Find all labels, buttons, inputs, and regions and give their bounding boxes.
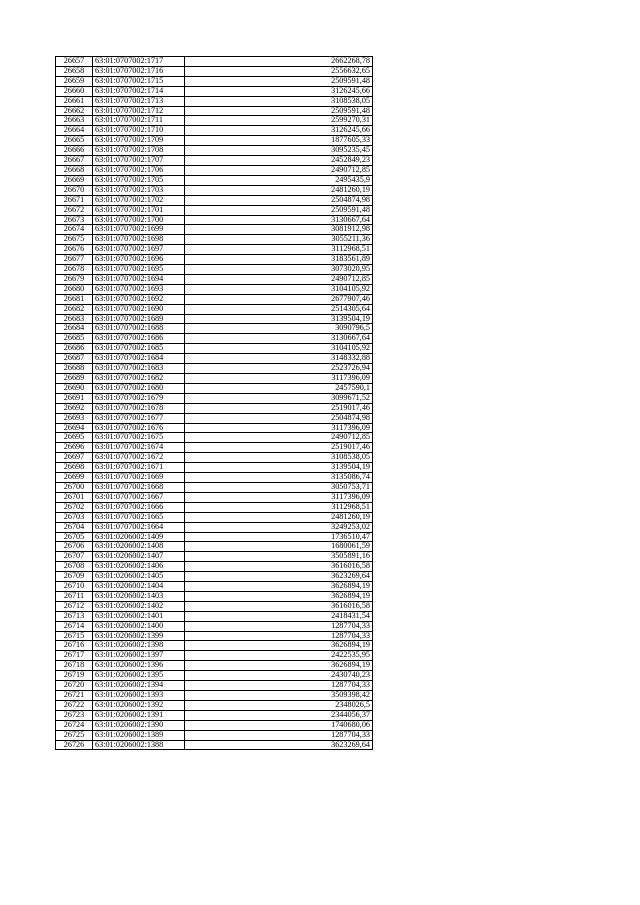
value-cell: 1680061,59 bbox=[185, 542, 373, 552]
table-row bbox=[56, 492, 373, 502]
value-cell: 2481260,19 bbox=[185, 185, 373, 195]
cadastral-number-cell: 63:01:0707002:1680 bbox=[93, 383, 185, 393]
table-row bbox=[56, 205, 373, 215]
table-row bbox=[56, 314, 373, 324]
row-number-cell: 26670 bbox=[56, 185, 93, 195]
table-row bbox=[56, 393, 373, 403]
table-row bbox=[56, 700, 373, 710]
value-cell: 2490712,85 bbox=[185, 433, 373, 443]
table-row bbox=[56, 621, 373, 631]
data-table bbox=[55, 56, 373, 750]
table-row bbox=[56, 601, 373, 611]
row-number-cell: 26696 bbox=[56, 443, 93, 453]
row-number-cell: 26662 bbox=[56, 106, 93, 116]
table-body bbox=[56, 57, 373, 750]
cadastral-number-cell: 63:01:0206002:1395 bbox=[93, 671, 185, 681]
value-cell: 3505891,16 bbox=[185, 552, 373, 562]
row-number-cell: 26716 bbox=[56, 641, 93, 651]
table-row bbox=[56, 96, 373, 106]
cadastral-number-cell: 63:01:0707002:1698 bbox=[93, 235, 185, 245]
value-cell: 3139504,19 bbox=[185, 463, 373, 473]
row-number-cell: 26691 bbox=[56, 393, 93, 403]
row-number-cell: 26697 bbox=[56, 453, 93, 463]
cadastral-number-cell: 63:01:0707002:1668 bbox=[93, 482, 185, 492]
value-cell: 2457590,1 bbox=[185, 383, 373, 393]
value-cell: 2662268,78 bbox=[185, 57, 373, 67]
cadastral-number-cell: 63:01:0707002:1677 bbox=[93, 413, 185, 423]
table-row bbox=[56, 294, 373, 304]
table-row bbox=[56, 710, 373, 720]
table-row bbox=[56, 195, 373, 205]
table-row bbox=[56, 185, 373, 195]
value-cell: 2490712,85 bbox=[185, 165, 373, 175]
value-cell: 3126245,66 bbox=[185, 126, 373, 136]
cadastral-number-cell: 63:01:0206002:1404 bbox=[93, 582, 185, 592]
row-number-cell: 26714 bbox=[56, 621, 93, 631]
row-number-cell: 26685 bbox=[56, 334, 93, 344]
value-cell: 3626894,19 bbox=[185, 641, 373, 651]
row-number-cell: 26704 bbox=[56, 522, 93, 532]
row-number-cell: 26718 bbox=[56, 661, 93, 671]
table-row bbox=[56, 334, 373, 344]
cadastral-number-cell: 63:01:0206002:1388 bbox=[93, 740, 185, 750]
cadastral-number-cell: 63:01:0707002:1694 bbox=[93, 274, 185, 284]
cadastral-number-cell: 63:01:0206002:1394 bbox=[93, 681, 185, 691]
row-number-cell: 26664 bbox=[56, 126, 93, 136]
row-number-cell: 26693 bbox=[56, 413, 93, 423]
row-number-cell: 26684 bbox=[56, 324, 93, 334]
table-row bbox=[56, 57, 373, 67]
row-number-cell: 26682 bbox=[56, 304, 93, 314]
table-row bbox=[56, 532, 373, 542]
table-row bbox=[56, 76, 373, 86]
cadastral-number-cell: 63:01:0206002:1408 bbox=[93, 542, 185, 552]
row-number-cell: 26663 bbox=[56, 116, 93, 126]
cadastral-number-cell: 63:01:0206002:1399 bbox=[93, 631, 185, 641]
value-cell: 2519017,46 bbox=[185, 403, 373, 413]
cadastral-number-cell: 63:01:0206002:1400 bbox=[93, 621, 185, 631]
table-row bbox=[56, 215, 373, 225]
table-row bbox=[56, 651, 373, 661]
cadastral-number-cell: 63:01:0206002:1390 bbox=[93, 720, 185, 730]
value-cell: 3090796,5 bbox=[185, 324, 373, 334]
value-cell: 1740680,06 bbox=[185, 720, 373, 730]
value-cell: 2509591,48 bbox=[185, 205, 373, 215]
cadastral-number-cell: 63:01:0707002:1716 bbox=[93, 66, 185, 76]
value-cell: 3183561,89 bbox=[185, 255, 373, 265]
table-row bbox=[56, 562, 373, 572]
row-number-cell: 26713 bbox=[56, 611, 93, 621]
cadastral-number-cell: 63:01:0707002:1708 bbox=[93, 146, 185, 156]
value-cell: 3626894,19 bbox=[185, 582, 373, 592]
row-number-cell: 26667 bbox=[56, 156, 93, 166]
row-number-cell: 26712 bbox=[56, 601, 93, 611]
table-row bbox=[56, 473, 373, 483]
table-row bbox=[56, 383, 373, 393]
row-number-cell: 26721 bbox=[56, 691, 93, 701]
table-row bbox=[56, 413, 373, 423]
cadastral-number-cell: 63:01:0707002:1674 bbox=[93, 443, 185, 453]
value-cell: 3616016,58 bbox=[185, 601, 373, 611]
row-number-cell: 26719 bbox=[56, 671, 93, 681]
cadastral-number-cell: 63:01:0707002:1684 bbox=[93, 354, 185, 364]
row-number-cell: 26681 bbox=[56, 294, 93, 304]
value-cell: 1287704,33 bbox=[185, 621, 373, 631]
row-number-cell: 26700 bbox=[56, 482, 93, 492]
table-row bbox=[56, 552, 373, 562]
cadastral-number-cell: 63:01:0707002:1690 bbox=[93, 304, 185, 314]
value-cell: 2523726,94 bbox=[185, 364, 373, 374]
row-number-cell: 26690 bbox=[56, 383, 93, 393]
cadastral-number-cell: 63:01:0206002:1406 bbox=[93, 562, 185, 572]
table-row bbox=[56, 165, 373, 175]
row-number-cell: 26660 bbox=[56, 86, 93, 96]
table-row bbox=[56, 245, 373, 255]
row-number-cell: 26677 bbox=[56, 255, 93, 265]
value-cell: 3104105,92 bbox=[185, 284, 373, 294]
table-row bbox=[56, 86, 373, 96]
table-row bbox=[56, 284, 373, 294]
cadastral-number-cell: 63:01:0707002:1717 bbox=[93, 57, 185, 67]
row-number-cell: 26689 bbox=[56, 374, 93, 384]
table-row bbox=[56, 740, 373, 750]
row-number-cell: 26666 bbox=[56, 146, 93, 156]
cadastral-number-cell: 63:01:0707002:1678 bbox=[93, 403, 185, 413]
value-cell: 2514305,64 bbox=[185, 304, 373, 314]
cadastral-number-cell: 63:01:0707002:1709 bbox=[93, 136, 185, 146]
row-number-cell: 26665 bbox=[56, 136, 93, 146]
table-row bbox=[56, 502, 373, 512]
table-row bbox=[56, 136, 373, 146]
cadastral-number-cell: 63:01:0707002:1679 bbox=[93, 393, 185, 403]
cadastral-number-cell: 63:01:0707002:1666 bbox=[93, 502, 185, 512]
cadastral-number-cell: 63:01:0707002:1676 bbox=[93, 423, 185, 433]
table-row bbox=[56, 274, 373, 284]
cadastral-number-cell: 63:01:0206002:1403 bbox=[93, 591, 185, 601]
value-cell: 3117396,09 bbox=[185, 492, 373, 502]
cadastral-number-cell: 63:01:0707002:1692 bbox=[93, 294, 185, 304]
table-row bbox=[56, 542, 373, 552]
table-row bbox=[56, 631, 373, 641]
value-cell: 3099671,52 bbox=[185, 393, 373, 403]
row-number-cell: 26692 bbox=[56, 403, 93, 413]
row-number-cell: 26699 bbox=[56, 473, 93, 483]
cadastral-number-cell: 63:01:0707002:1710 bbox=[93, 126, 185, 136]
cadastral-number-cell: 63:01:0206002:1397 bbox=[93, 651, 185, 661]
table-row bbox=[56, 720, 373, 730]
table-row bbox=[56, 730, 373, 740]
cadastral-number-cell: 63:01:0707002:1675 bbox=[93, 433, 185, 443]
value-cell: 2430740,23 bbox=[185, 671, 373, 681]
row-number-cell: 26711 bbox=[56, 591, 93, 601]
row-number-cell: 26669 bbox=[56, 175, 93, 185]
table-row bbox=[56, 641, 373, 651]
row-number-cell: 26709 bbox=[56, 572, 93, 582]
cadastral-number-cell: 63:01:0707002:1696 bbox=[93, 255, 185, 265]
row-number-cell: 26698 bbox=[56, 463, 93, 473]
table-row bbox=[56, 106, 373, 116]
cadastral-number-cell: 63:01:0707002:1707 bbox=[93, 156, 185, 166]
value-cell: 1736510,47 bbox=[185, 532, 373, 542]
value-cell: 3130667,64 bbox=[185, 215, 373, 225]
row-number-cell: 26676 bbox=[56, 245, 93, 255]
value-cell: 2481260,19 bbox=[185, 512, 373, 522]
table-row bbox=[56, 175, 373, 185]
value-cell: 3112968,51 bbox=[185, 502, 373, 512]
value-cell: 3081912,98 bbox=[185, 225, 373, 235]
row-number-cell: 26706 bbox=[56, 542, 93, 552]
value-cell: 2677907,46 bbox=[185, 294, 373, 304]
row-number-cell: 26715 bbox=[56, 631, 93, 641]
value-cell: 2344056,37 bbox=[185, 710, 373, 720]
value-cell: 3104105,92 bbox=[185, 344, 373, 354]
value-cell: 2495435,9 bbox=[185, 175, 373, 185]
table-row bbox=[56, 374, 373, 384]
cadastral-number-cell: 63:01:0707002:1671 bbox=[93, 463, 185, 473]
value-cell: 2418431,54 bbox=[185, 611, 373, 621]
table-row bbox=[56, 235, 373, 245]
value-cell: 3135086,74 bbox=[185, 473, 373, 483]
row-number-cell: 26673 bbox=[56, 215, 93, 225]
table-row bbox=[56, 66, 373, 76]
value-cell: 2556632,65 bbox=[185, 66, 373, 76]
table-row bbox=[56, 265, 373, 275]
table-row bbox=[56, 403, 373, 413]
table-row bbox=[56, 661, 373, 671]
row-number-cell: 26725 bbox=[56, 730, 93, 740]
row-number-cell: 26661 bbox=[56, 96, 93, 106]
value-cell: 3623269,64 bbox=[185, 740, 373, 750]
value-cell: 2504874,98 bbox=[185, 413, 373, 423]
row-number-cell: 26659 bbox=[56, 76, 93, 86]
cadastral-number-cell: 63:01:0206002:1396 bbox=[93, 661, 185, 671]
row-number-cell: 26680 bbox=[56, 284, 93, 294]
row-number-cell: 26694 bbox=[56, 423, 93, 433]
row-number-cell: 26723 bbox=[56, 710, 93, 720]
table-row bbox=[56, 156, 373, 166]
cadastral-number-cell: 63:01:0707002:1714 bbox=[93, 86, 185, 96]
cadastral-number-cell: 63:01:0206002:1398 bbox=[93, 641, 185, 651]
cadastral-number-cell: 63:01:0707002:1693 bbox=[93, 284, 185, 294]
table-row bbox=[56, 582, 373, 592]
value-cell: 2599270,31 bbox=[185, 116, 373, 126]
table-row bbox=[56, 126, 373, 136]
value-cell: 1287704,33 bbox=[185, 730, 373, 740]
table-row bbox=[56, 304, 373, 314]
value-cell: 3126245,66 bbox=[185, 86, 373, 96]
row-number-cell: 26672 bbox=[56, 205, 93, 215]
value-cell: 3095235,45 bbox=[185, 146, 373, 156]
row-number-cell: 26708 bbox=[56, 562, 93, 572]
cadastral-number-cell: 63:01:0707002:1664 bbox=[93, 522, 185, 532]
cadastral-number-cell: 63:01:0707002:1702 bbox=[93, 195, 185, 205]
cadastral-number-cell: 63:01:0206002:1391 bbox=[93, 710, 185, 720]
value-cell: 3117396,09 bbox=[185, 423, 373, 433]
row-number-cell: 26687 bbox=[56, 354, 93, 364]
cadastral-number-cell: 63:01:0707002:1715 bbox=[93, 76, 185, 86]
value-cell: 3112968,51 bbox=[185, 245, 373, 255]
table-row bbox=[56, 522, 373, 532]
cadastral-number-cell: 63:01:0707002:1683 bbox=[93, 364, 185, 374]
cadastral-number-cell: 63:01:0707002:1713 bbox=[93, 96, 185, 106]
row-number-cell: 26707 bbox=[56, 552, 93, 562]
table-row bbox=[56, 591, 373, 601]
value-cell: 2452849,23 bbox=[185, 156, 373, 166]
value-cell: 2348026,5 bbox=[185, 700, 373, 710]
table-row bbox=[56, 671, 373, 681]
cadastral-number-cell: 63:01:0707002:1665 bbox=[93, 512, 185, 522]
row-number-cell: 26668 bbox=[56, 165, 93, 175]
cadastral-number-cell: 63:01:0206002:1407 bbox=[93, 552, 185, 562]
cadastral-number-cell: 63:01:0707002:1712 bbox=[93, 106, 185, 116]
cadastral-number-cell: 63:01:0206002:1389 bbox=[93, 730, 185, 740]
row-number-cell: 26720 bbox=[56, 681, 93, 691]
value-cell: 3073020,95 bbox=[185, 265, 373, 275]
value-cell: 3626894,19 bbox=[185, 661, 373, 671]
row-number-cell: 26705 bbox=[56, 532, 93, 542]
row-number-cell: 26688 bbox=[56, 364, 93, 374]
cadastral-number-cell: 63:01:0707002:1672 bbox=[93, 453, 185, 463]
value-cell: 3249253,02 bbox=[185, 522, 373, 532]
table-row bbox=[56, 433, 373, 443]
row-number-cell: 26717 bbox=[56, 651, 93, 661]
cadastral-number-cell: 63:01:0707002:1699 bbox=[93, 225, 185, 235]
value-cell: 2422535,95 bbox=[185, 651, 373, 661]
table-row bbox=[56, 453, 373, 463]
table-row bbox=[56, 423, 373, 433]
value-cell: 1877605,33 bbox=[185, 136, 373, 146]
value-cell: 3148332,88 bbox=[185, 354, 373, 364]
table-row bbox=[56, 611, 373, 621]
cadastral-number-cell: 63:01:0707002:1689 bbox=[93, 314, 185, 324]
row-number-cell: 26674 bbox=[56, 225, 93, 235]
table-row bbox=[56, 572, 373, 582]
table-row bbox=[56, 344, 373, 354]
value-cell: 3050753,71 bbox=[185, 482, 373, 492]
row-number-cell: 26675 bbox=[56, 235, 93, 245]
cadastral-number-cell: 63:01:0206002:1393 bbox=[93, 691, 185, 701]
cadastral-number-cell: 63:01:0707002:1688 bbox=[93, 324, 185, 334]
row-number-cell: 26703 bbox=[56, 512, 93, 522]
table-row bbox=[56, 463, 373, 473]
cadastral-number-cell: 63:01:0707002:1682 bbox=[93, 374, 185, 384]
cadastral-number-cell: 63:01:0707002:1711 bbox=[93, 116, 185, 126]
value-cell: 2504874,98 bbox=[185, 195, 373, 205]
value-cell: 2509591,48 bbox=[185, 76, 373, 86]
value-cell: 1287704,33 bbox=[185, 631, 373, 641]
row-number-cell: 26724 bbox=[56, 720, 93, 730]
row-number-cell: 26710 bbox=[56, 582, 93, 592]
row-number-cell: 26726 bbox=[56, 740, 93, 750]
value-cell: 1287704,33 bbox=[185, 681, 373, 691]
cadastral-number-cell: 63:01:0707002:1703 bbox=[93, 185, 185, 195]
value-cell: 2490712,85 bbox=[185, 274, 373, 284]
cadastral-number-cell: 63:01:0707002:1686 bbox=[93, 334, 185, 344]
row-number-cell: 26701 bbox=[56, 492, 93, 502]
row-number-cell: 26695 bbox=[56, 433, 93, 443]
value-cell: 2519017,46 bbox=[185, 443, 373, 453]
cadastral-number-cell: 63:01:0707002:1669 bbox=[93, 473, 185, 483]
value-cell: 3623269,64 bbox=[185, 572, 373, 582]
value-cell: 3509398,42 bbox=[185, 691, 373, 701]
table-row bbox=[56, 443, 373, 453]
cadastral-number-cell: 63:01:0707002:1667 bbox=[93, 492, 185, 502]
cadastral-number-cell: 63:01:0707002:1706 bbox=[93, 165, 185, 175]
table-row bbox=[56, 354, 373, 364]
value-cell: 2509591,48 bbox=[185, 106, 373, 116]
value-cell: 3108538,05 bbox=[185, 453, 373, 463]
row-number-cell: 26657 bbox=[56, 57, 93, 67]
cadastral-number-cell: 63:01:0707002:1700 bbox=[93, 215, 185, 225]
value-cell: 3626894,19 bbox=[185, 591, 373, 601]
row-number-cell: 26683 bbox=[56, 314, 93, 324]
cadastral-number-cell: 63:01:0707002:1705 bbox=[93, 175, 185, 185]
cadastral-number-cell: 63:01:0206002:1409 bbox=[93, 532, 185, 542]
value-cell: 3055211,36 bbox=[185, 235, 373, 245]
table-row bbox=[56, 364, 373, 374]
row-number-cell: 26679 bbox=[56, 274, 93, 284]
cadastral-number-cell: 63:01:0707002:1685 bbox=[93, 344, 185, 354]
row-number-cell: 26722 bbox=[56, 700, 93, 710]
table-row bbox=[56, 482, 373, 492]
table-row bbox=[56, 512, 373, 522]
value-cell: 3616016,58 bbox=[185, 562, 373, 572]
value-cell: 3130667,64 bbox=[185, 334, 373, 344]
cadastral-number-cell: 63:01:0707002:1697 bbox=[93, 245, 185, 255]
table-row bbox=[56, 146, 373, 156]
table-row bbox=[56, 255, 373, 265]
value-cell: 3117396,09 bbox=[185, 374, 373, 384]
table-row bbox=[56, 225, 373, 235]
row-number-cell: 26671 bbox=[56, 195, 93, 205]
cadastral-number-cell: 63:01:0206002:1405 bbox=[93, 572, 185, 582]
row-number-cell: 26686 bbox=[56, 344, 93, 354]
row-number-cell: 26678 bbox=[56, 265, 93, 275]
table-row bbox=[56, 116, 373, 126]
value-cell: 3139504,19 bbox=[185, 314, 373, 324]
cadastral-number-cell: 63:01:0206002:1392 bbox=[93, 700, 185, 710]
row-number-cell: 26702 bbox=[56, 502, 93, 512]
table-row bbox=[56, 681, 373, 691]
cadastral-number-cell: 63:01:0707002:1695 bbox=[93, 265, 185, 275]
table-row bbox=[56, 324, 373, 334]
cadastral-number-cell: 63:01:0206002:1401 bbox=[93, 611, 185, 621]
table-row bbox=[56, 691, 373, 701]
cadastral-number-cell: 63:01:0707002:1701 bbox=[93, 205, 185, 215]
row-number-cell: 26658 bbox=[56, 66, 93, 76]
cadastral-number-cell: 63:01:0206002:1402 bbox=[93, 601, 185, 611]
value-cell: 3108538,05 bbox=[185, 96, 373, 106]
